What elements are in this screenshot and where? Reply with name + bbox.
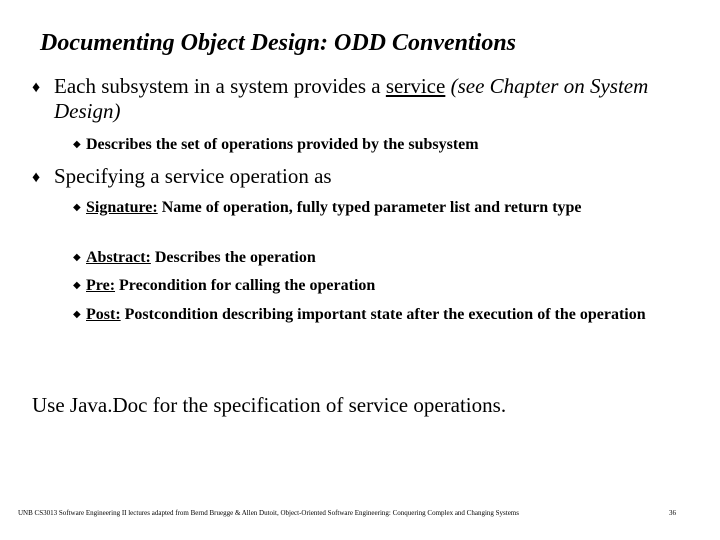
sub-bullet-item bbox=[73, 304, 703, 325]
signature-label: Signature: bbox=[86, 199, 158, 216]
pre-label: Pre: bbox=[86, 277, 116, 294]
bullet-item bbox=[32, 74, 692, 124]
small-diamond-bullet-icon: ◆ bbox=[73, 139, 81, 150]
abstract-label: Abstract: bbox=[86, 249, 151, 266]
sub-bullet-text: Pre: Precondition for calling the operation bbox=[86, 277, 376, 294]
footer-credit: UNB CS3013 Software Engineering II lectures adapted from Bernd Bruegge & Allen Dutoit, Object-Oriented Software Engineering: Conquering Complex and Changing Systems bbox=[18, 509, 519, 517]
service-link: service bbox=[385, 74, 446, 98]
slide-title: Documenting Object Design: ODD Conventions bbox=[40, 30, 517, 56]
sub-bullet-item bbox=[73, 134, 703, 155]
post-label: Post: bbox=[86, 306, 121, 323]
bullet-item bbox=[32, 164, 692, 189]
sub-bullet-item bbox=[73, 247, 703, 268]
diamond-bullet-icon: ♦ bbox=[32, 79, 41, 96]
sub-bullet-text: Abstract: Describes the operation bbox=[86, 249, 316, 266]
bullet-text: Specifying a service operation as bbox=[54, 164, 332, 188]
small-diamond-bullet-icon: ◆ bbox=[73, 252, 81, 263]
page-number: 36 bbox=[669, 509, 676, 517]
small-diamond-bullet-icon: ◆ bbox=[73, 309, 81, 320]
bullet-text: Each subsystem in a system provides a service (see Chapter on System Design) bbox=[54, 74, 649, 123]
sub-bullet-text: Describes the set of operations provided by the subsystem bbox=[86, 136, 479, 153]
closing-statement: Use Java.Doc for the specification of service operations. bbox=[32, 393, 507, 417]
diamond-bullet-icon: ♦ bbox=[32, 169, 41, 186]
sub-bullet-text: Signature: Name of operation, fully typed parameter list and return type bbox=[86, 199, 582, 216]
sub-bullet-text: Post: Postcondition describing important state after the execution of the operation bbox=[86, 306, 646, 323]
small-diamond-bullet-icon: ◆ bbox=[73, 280, 81, 291]
chapter-note: (see Chapter on System Design) bbox=[54, 74, 649, 123]
small-diamond-bullet-icon: ◆ bbox=[73, 202, 81, 213]
sub-bullet-item bbox=[73, 197, 703, 218]
sub-bullet-item bbox=[73, 275, 703, 296]
